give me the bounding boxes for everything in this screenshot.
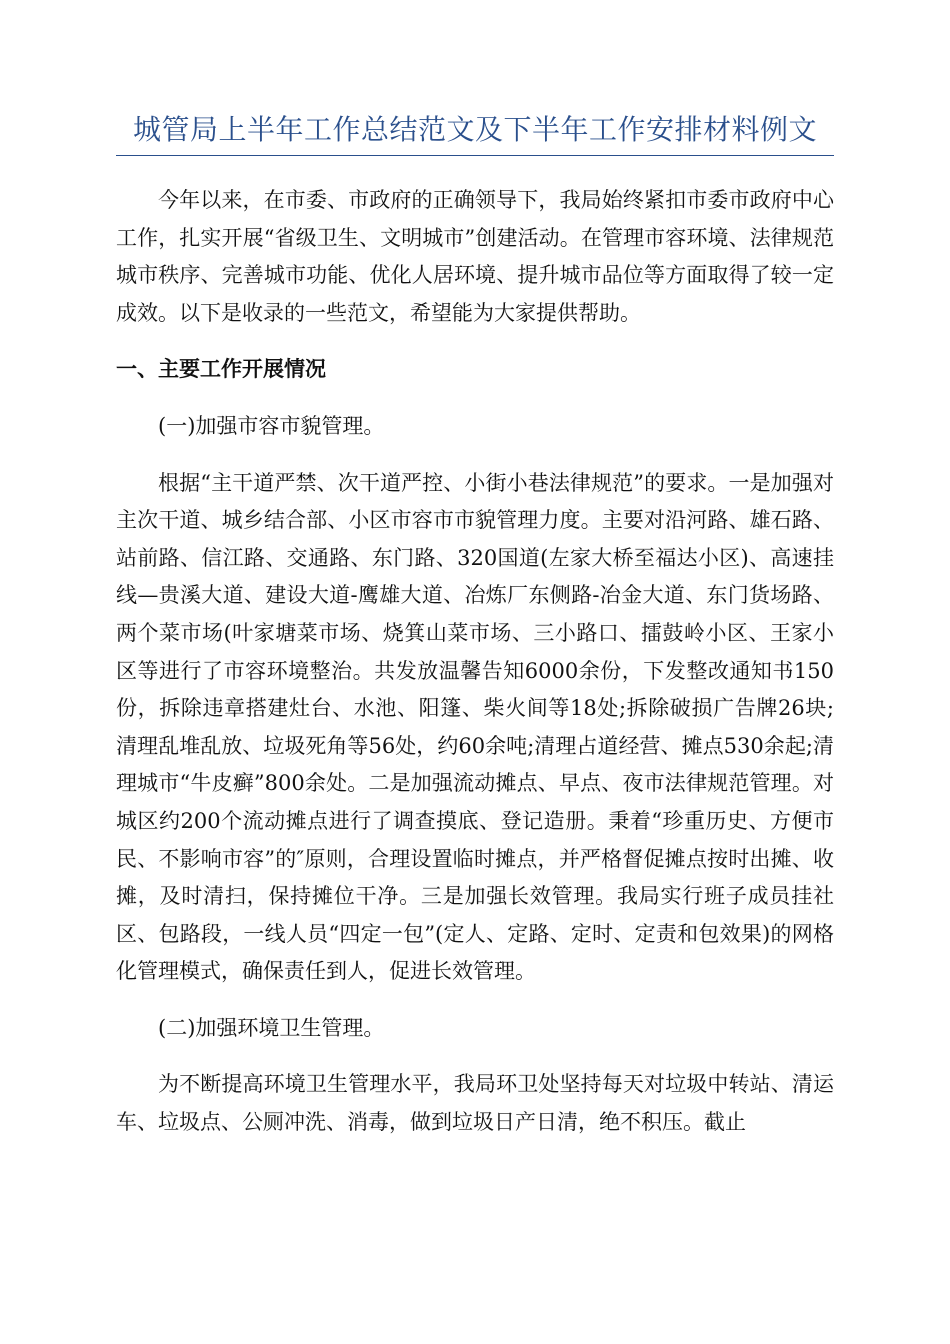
document-title: 城管局上半年工作总结范文及下半年工作安排材料例文 <box>116 108 834 156</box>
document-body <box>116 182 834 1142</box>
section-heading: 一、主要工作开展情况 <box>116 357 326 382</box>
subsection-paragraph-2: 为不断提高环境卫生管理水平，我局环卫处坚持每天对垃圾中转站、清运车、垃圾点、公厕冲洗、消毒，做到垃圾日产日清，绝不积压。截止 <box>116 1072 834 1135</box>
subsection-paragraph-1: 根据“主干道严禁、次干道严控、小街小巷法律规范”的要求。一是加强对主次干道、城乡结合部、小区市容市市貌管理力度。主要对沿河路、雄石路、站前路、信江路、交通路、东门路、320国道(左家大桥至福达小区)、高速挂线—贵溪大道、建设大道-鹰雄大道、冶炼厂东侧路-冶金大道、东门货场路、两个菜市场(叶家塘菜市场、烧箕山菜市场、三小路口、擂鼓岭小区、王家小区等进行了市容环境整治。共发放温馨告知6000余份，下发整改通知书150份，拆除违章搭建灶台、水池、阳篷、柴火间等18处;拆除破损广告牌26块;清理乱堆乱放、垃圾死角等56处，约60余吨;清理占道经营、摊点530余起;清理城市“牛皮癣”800余处。二是加强流动摊点、早点、夜市法律规范管理。对城区约200个流动摊点进行了调查摸底、登记造册。秉着“珍重历史、方便市民、不影响市容”的″原则，合理设置临时摊点，并严格督促摊点按时出摊、收摊，及时清扫，保持摊位干净。三是加强长效管理。我局实行班子成员挂社区、包路段，一线人员“四定一包”(定人、定路、定时、定责和包效果)的网格化管理模式，确保责任到人，促进长效管理。 <box>116 470 834 984</box>
subsection-title-1: (一)加强市容市貌管理。 <box>158 413 385 438</box>
intro-paragraph: 今年以来，在市委、市政府的正确领导下，我局始终紧扣市委市政府中心工作，扎实开展“省级卫生、文明城市”创建活动。在管理市容环境、法律规范城市秩序、完善城市功能、优化人居环境、提升城市品位等方面取得了较一定成效。以下是收录的一些范文，希望能为大家提供帮助。 <box>116 188 834 325</box>
document-page <box>116 108 834 1161</box>
subsection-title-2: (二)加强环境卫生管理。 <box>158 1015 385 1040</box>
